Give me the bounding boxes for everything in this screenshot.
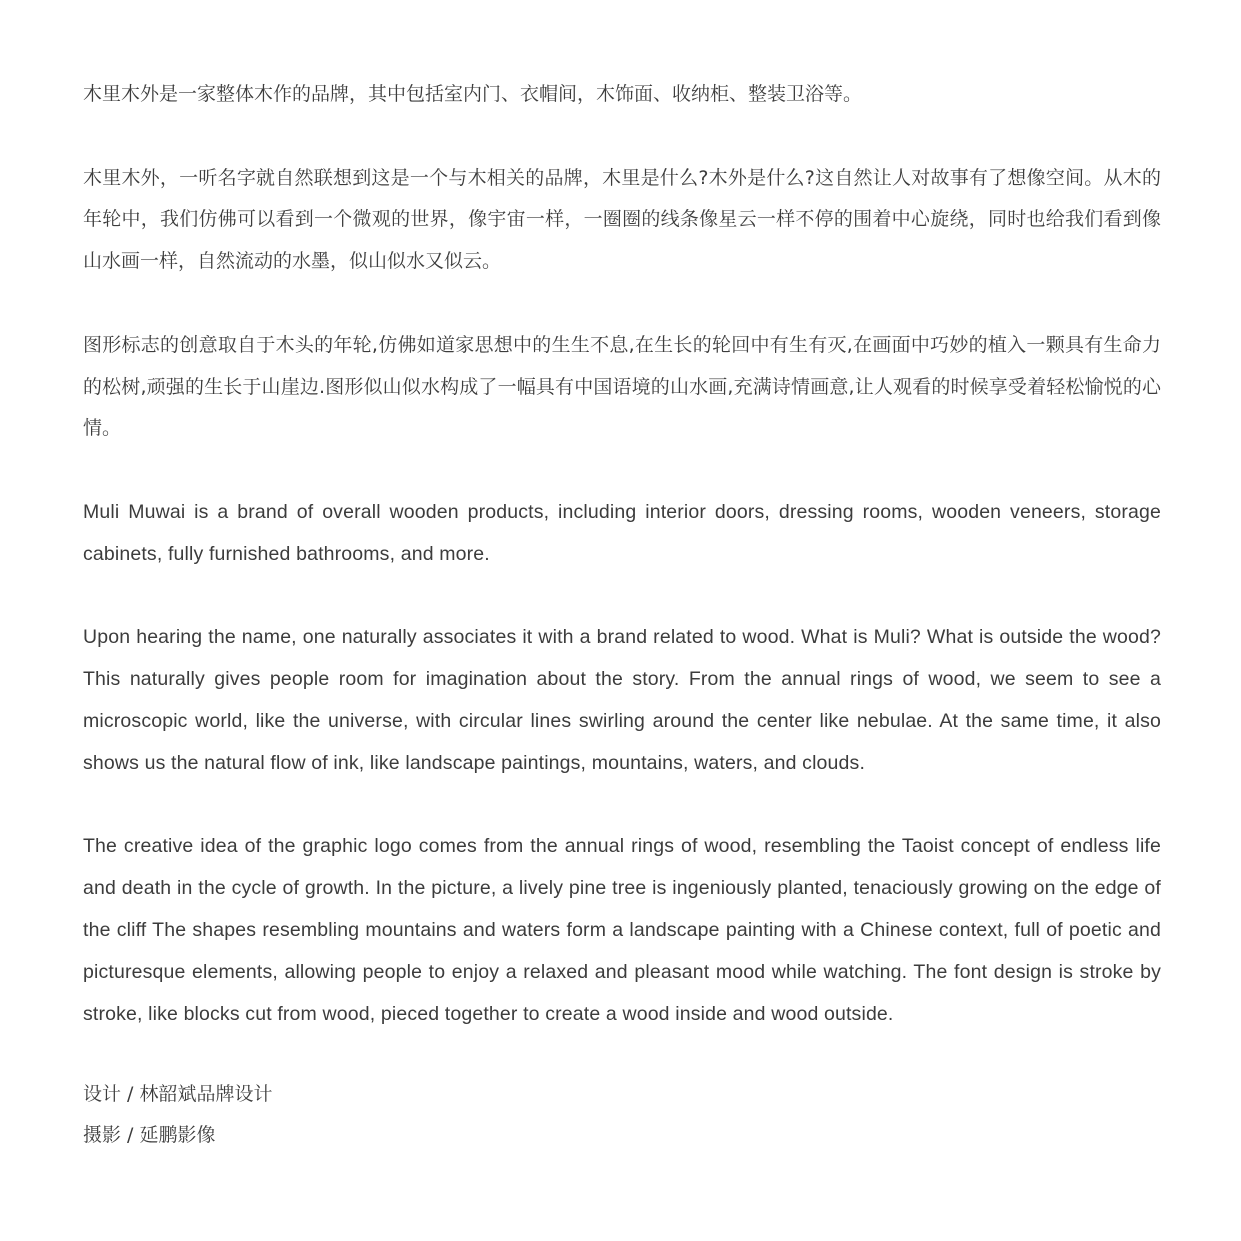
zh-paragraph-name-meaning: 木里木外，一听名字就自然联想到这是一个与木相关的品牌，木里是什么?木外是什么?这自然让人对故事有了想像空间。从木的年轮中，我们仿佛可以看到一个微观的世界，像宇宙一样，一圈圈的线条像星云一样不停的围着中心旋绕，同时也给我们看到像山水画一样，自然流动的水墨，似山似水又似云。 xyxy=(83,166,1161,273)
en-paragraph-intro: Muli Muwai is a brand of overall wooden products, including interior doors, dressing rooms, wooden veneers, storage cabinets, fully furnished bathrooms, and more. xyxy=(83,500,1161,565)
article-body xyxy=(83,74,1161,1077)
en-paragraph-logo-concept: The creative idea of the graphic logo comes from the annual rings of wood, resembling the Taoist concept of endless life and death in the cycle of growth. In the picture, a lively pine tree is ingeniously planted, tenaciously growing on the edge of the cliff The shapes resembling mountains and waters form a landscape painting with a Chinese context, full of poetic and picturesque elements, allowing people to enjoy a relaxed and pleasant mood while watching. The font design is stroke by stroke, like blocks cut from wood, pieced together to create a wood inside and wood outside. xyxy=(83,835,1161,1025)
design-credit: 设计 / 林韶斌品牌设计 xyxy=(83,1083,273,1105)
zh-paragraph-intro: 木里木外是一家整体木作的品牌，其中包括室内门、衣帽间，木饰面、收纳柜、整装卫浴等。 xyxy=(83,83,863,105)
zh-paragraph-logo-concept: 图形标志的创意取自于木头的年轮,仿佛如道家思想中的生生不息,在生长的轮回中有生有灭,在画面中巧妙的植入一颗具有生命力的松树,顽强的生长于山崖边.图形似山似水构成了一幅具有中国语境的山水画,充满诗情画意,让人观看的时候享受着轻松愉悦的心情。 xyxy=(83,333,1161,440)
credits xyxy=(83,1074,272,1156)
en-paragraph-name-meaning: Upon hearing the name, one naturally associates it with a brand related to wood. What is Muli? What is outside the wood? This naturally gives people room for imagination about the story. From the annual rings of wood, we seem to see a microscopic world, like the universe, with circular lines swirling around the center like nebulae. At the same time, it also shows us the natural flow of ink, like landscape paintings, mountains, waters, and clouds. xyxy=(83,626,1161,774)
photography-credit: 摄影 / 延鹏影像 xyxy=(83,1124,216,1146)
